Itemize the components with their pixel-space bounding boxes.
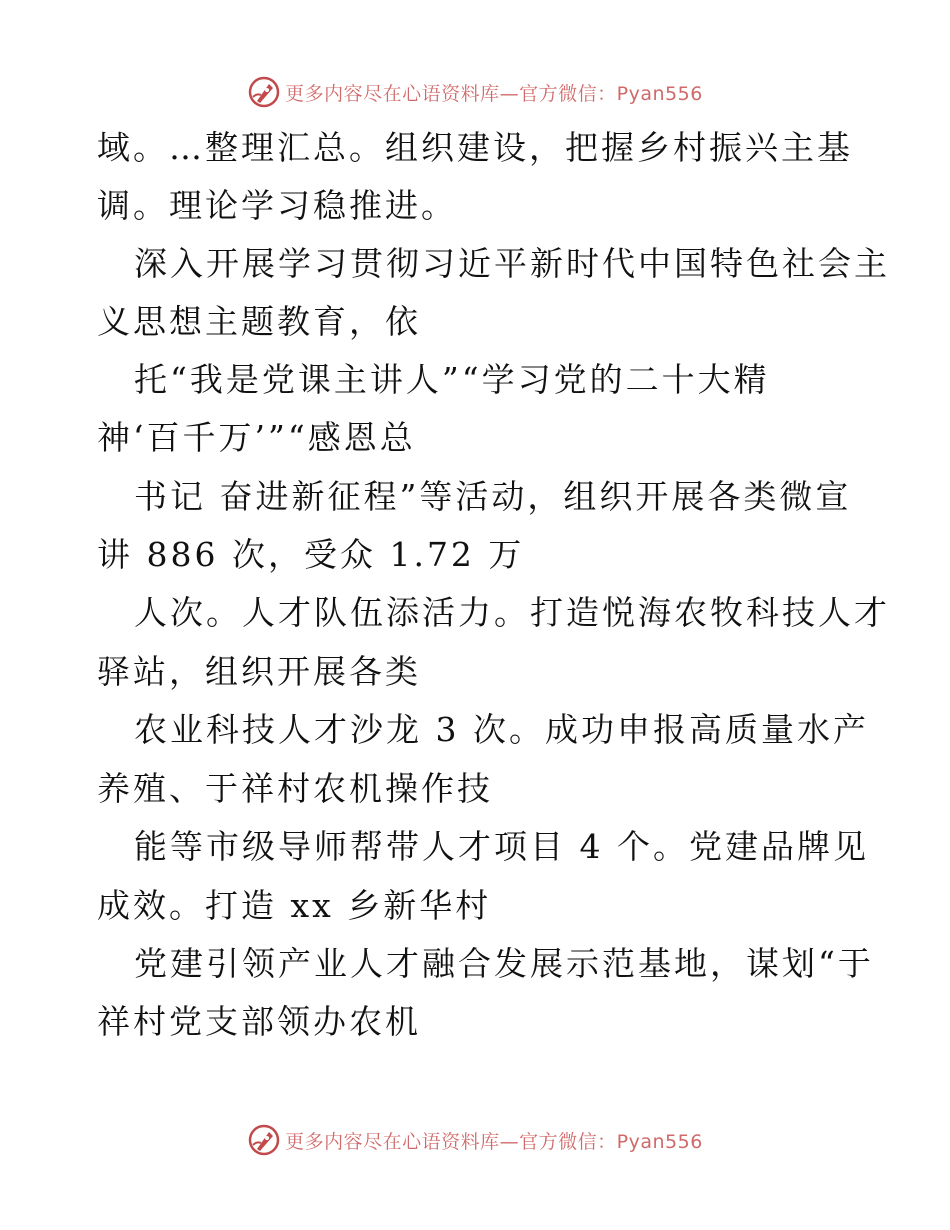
- text-line: 神‘百千万’”“感恩总: [97, 418, 416, 457]
- watermark-text: 更多内容尽在心语资料库—官方微信：Pyan556: [285, 82, 703, 105]
- watermark-text: 更多内容尽在心语资料库—官方微信：Pyan556: [285, 1130, 703, 1153]
- text-line: 域。…整理汇总。组织建设，把握乡村振兴主基: [97, 128, 853, 167]
- footer-watermark: [0, 1120, 950, 1160]
- text-line: 人次。人才队伍添活力。打造悦海农牧科技人才: [134, 593, 890, 632]
- text-line: 祥村党支部领办农机: [97, 1002, 421, 1041]
- text-line: 养殖、于祥村农机操作技: [97, 769, 493, 808]
- text-line: 成效。打造 xx 乡新华村: [97, 886, 492, 925]
- text-line: 深入开展学习贯彻习近平新时代中国特色社会主: [134, 244, 890, 283]
- text-line: 托“我是党课主讲人”“学习党的二十大精: [134, 360, 770, 399]
- text-line: 能等市级导师帮带人才项目 4 个。党建品牌见: [134, 827, 869, 866]
- text-line: 驿站，组织开展各类: [97, 652, 421, 691]
- text-line: 义思想主题教育，依: [97, 302, 421, 341]
- text-line: 党建引领产业人才融合发展示范基地，谋划“于: [134, 944, 874, 983]
- header-watermark: [0, 72, 950, 112]
- text-line: 农业科技人才沙龙 3 次。成功申报高质量水产: [134, 710, 869, 749]
- pen-nib-icon: [247, 1123, 281, 1157]
- pen-nib-icon: [247, 75, 281, 109]
- text-line: 讲 886 次，受众 1.72 万: [97, 535, 525, 574]
- text-line: 书记 奋进新征程”等活动，组织开展各类微宣: [134, 477, 852, 516]
- text-line: 调。理论学习稳推进。: [97, 186, 457, 225]
